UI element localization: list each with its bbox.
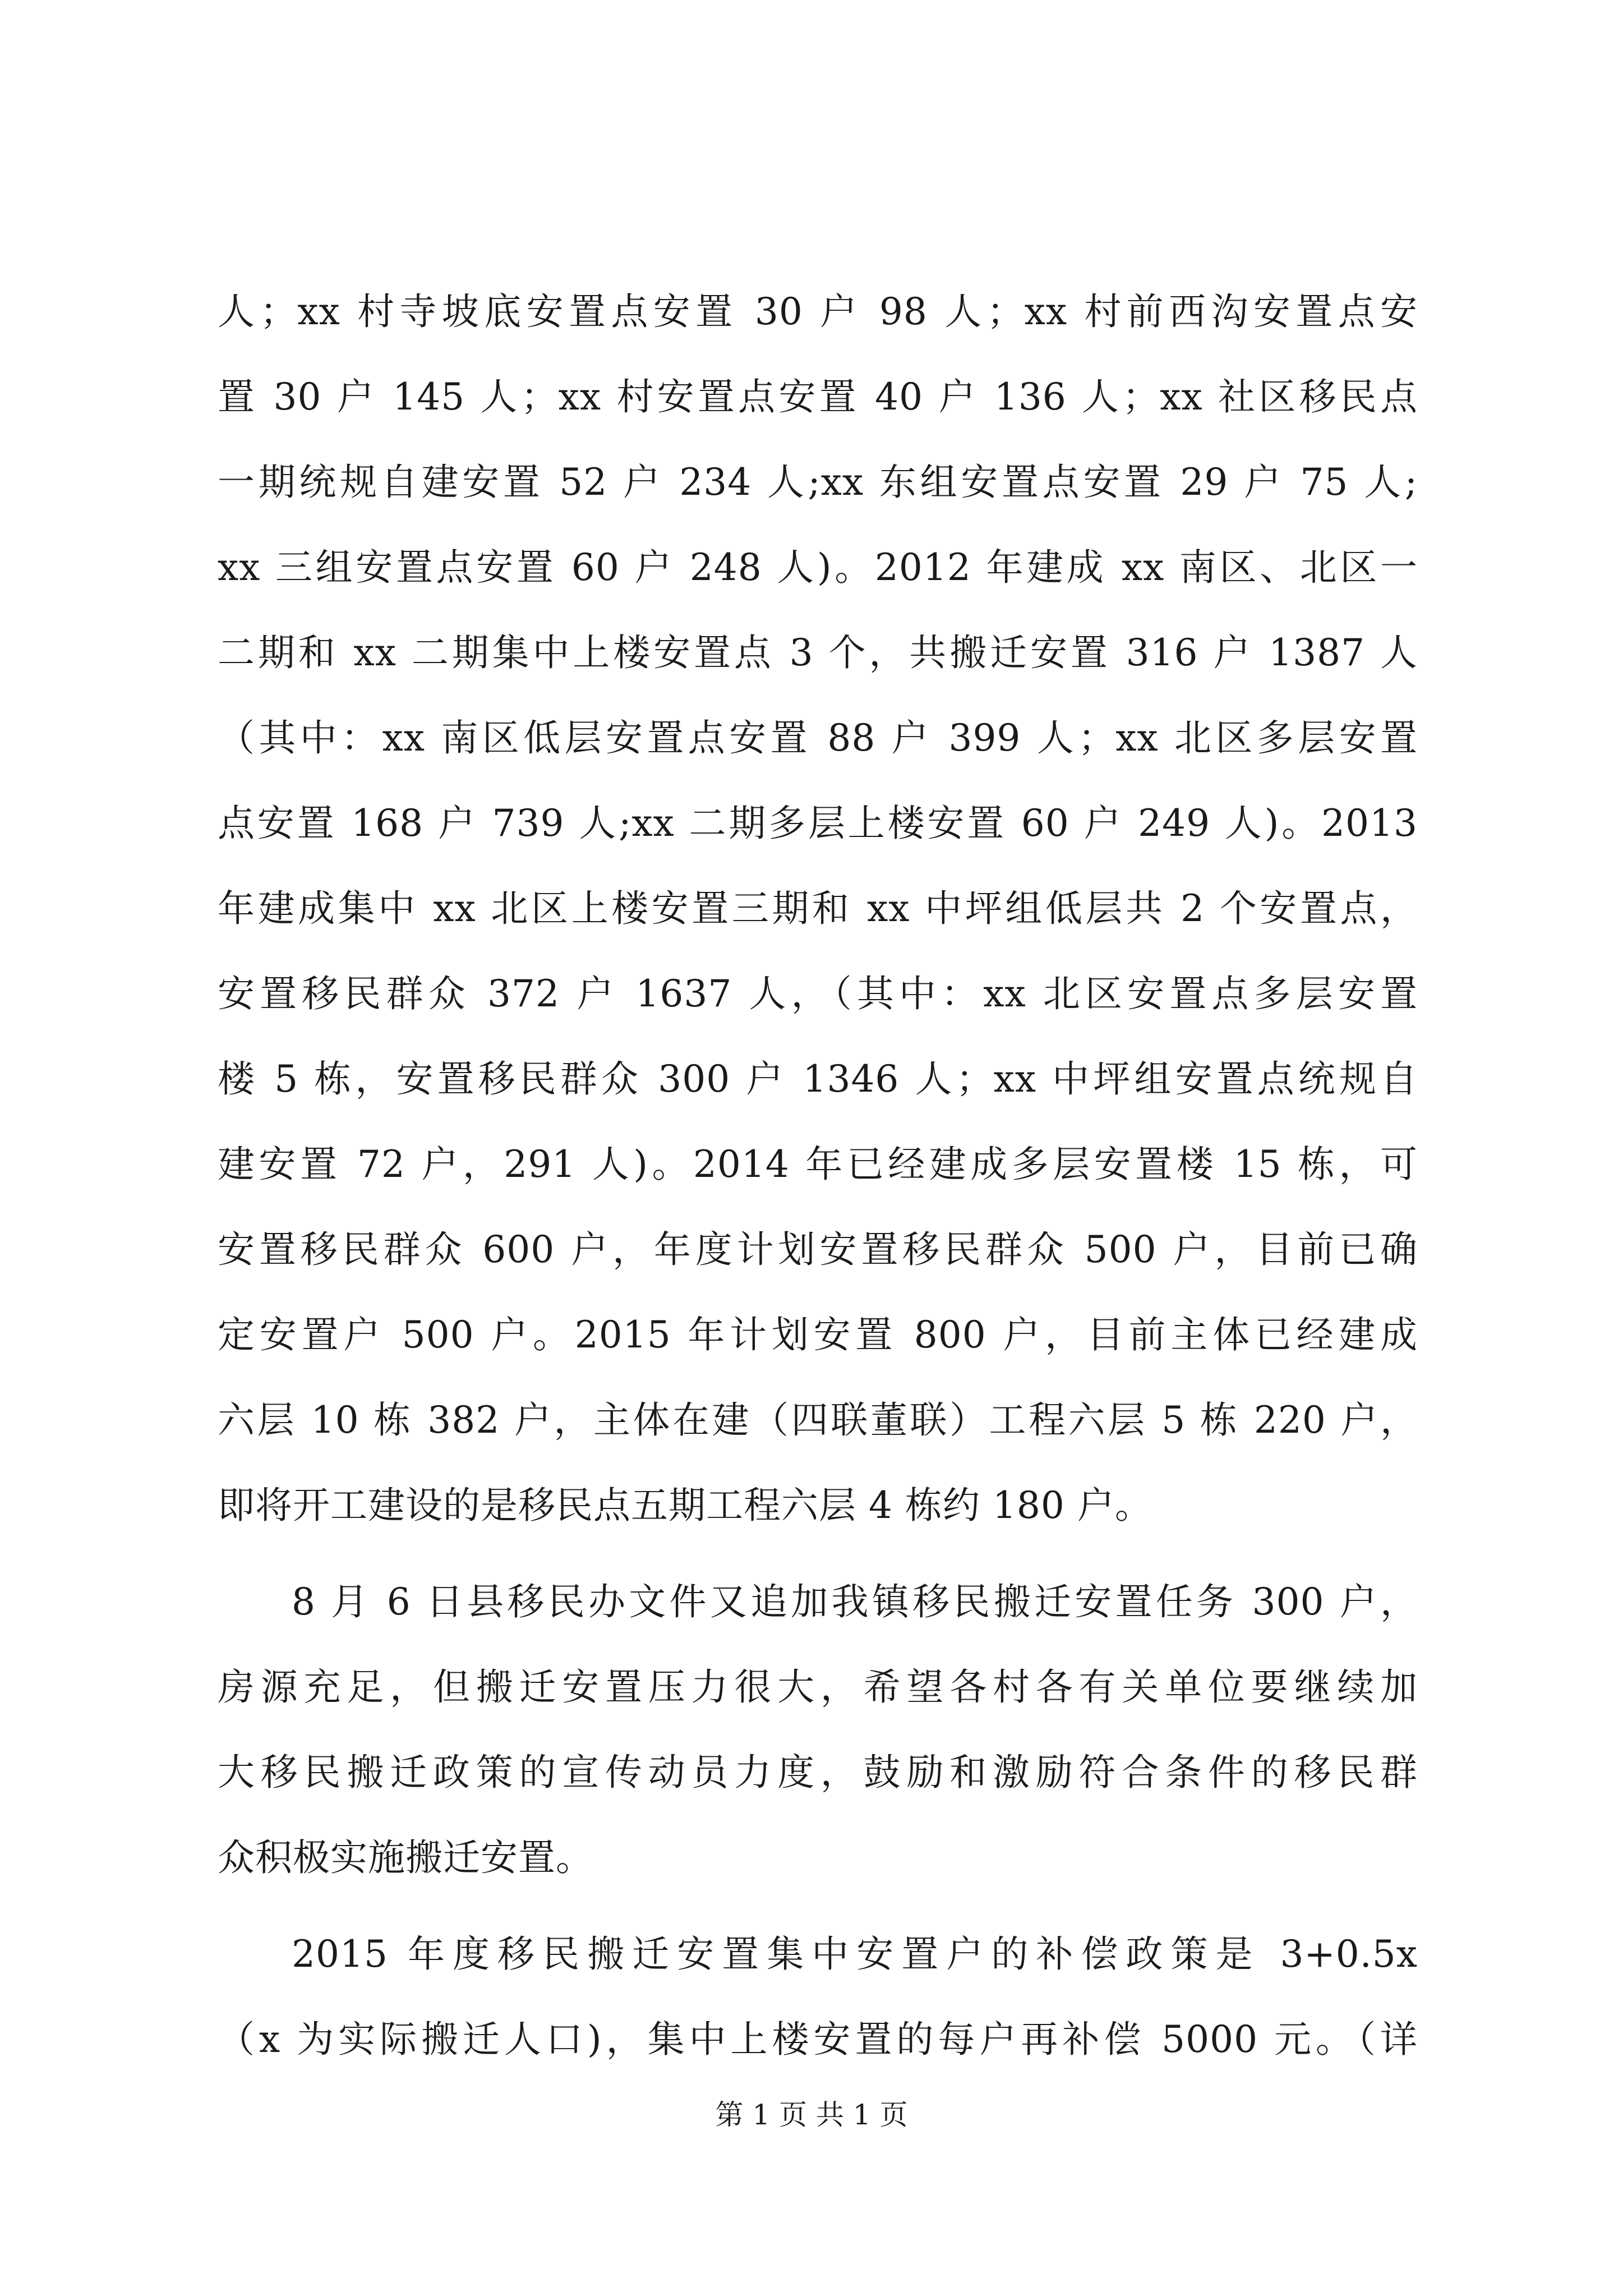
paragraph-1-line-6: （其中：xx 南区低层安置点安置 88 户 399 人；xx 北区多层安置 <box>218 716 1418 760</box>
paragraph-gap <box>218 1901 1418 1912</box>
paragraph-2-line-1: 8 月 6 日县移民办文件又追加我镇移民搬迁安置任务 300 户， <box>292 1580 1418 1623</box>
paragraph-1-line-2: 置 30 户 145 人；xx 村安置点安置 40 户 136 人；xx 社区移民点 <box>218 375 1418 418</box>
page-footer: 第 1 页 共 1 页 <box>715 2099 908 2131</box>
paragraph-2-line-4: 众积极实施搬迁安置。 <box>218 1836 593 1879</box>
paragraph-1-line-12: 安置移民群众 600 户，年度计划安置移民群众 500 户，目前已确 <box>218 1228 1418 1271</box>
paragraph-1-line-11: 建安置 72 户，291 人)。2014 年已经建成多层安置楼 15 栋，可 <box>218 1143 1418 1186</box>
paragraph-1-line-4: xx 三组安置点安置 60 户 248 人)。2012 年建成 xx 南区、北区一 <box>218 546 1418 589</box>
paragraph-1-line-9: 安置移民群众 372 户 1637 人，（其中：xx 北区安置点多层安置 <box>218 972 1418 1015</box>
document-body <box>218 269 1418 2082</box>
paragraph-gap <box>218 1548 1418 1559</box>
paragraph-1-line-3: 一期统规自建安置 52 户 234 人;xx 东组安置点安置 29 户 75 人; <box>218 461 1418 504</box>
paragraph-1-line-8: 年建成集中 xx 北区上楼安置三期和 xx 中坪组低层共 2 个安置点， <box>218 887 1418 930</box>
paragraph-1-line-13: 定安置户 500 户。2015 年计划安置 800 户，目前主体已经建成 <box>218 1313 1418 1356</box>
paragraph-1-line-10: 楼 5 栋，安置移民群众 300 户 1346 人；xx 中坪组安置点统规自 <box>218 1057 1418 1101</box>
paragraph-2-line-3: 大移民搬迁政策的宣传动员力度，鼓励和激励符合条件的移民群 <box>218 1751 1418 1794</box>
paragraph-1-line-15: 即将开工建设的是移民点五期工程六层 4 栋约 180 户。 <box>218 1484 1152 1527</box>
paragraph-3-line-2: （x 为实际搬迁人口)，集中上楼安置的每户再补偿 5000 元。（详 <box>218 2018 1418 2061</box>
paragraph-3-line-1: 2015 年度移民搬迁安置集中安置户的补偿政策是 3+0.5x <box>292 1932 1418 1976</box>
paragraph-1-line-7: 点安置 168 户 739 人;xx 二期多层上楼安置 60 户 249 人)。2013 <box>218 802 1418 845</box>
paragraph-1-line-5: 二期和 xx 二期集中上楼安置点 3 个，共搬迁安置 316 户 1387 人 <box>218 631 1418 674</box>
paragraph-1-line-1: 人；xx 村寺坡底安置点安置 30 户 98 人；xx 村前西沟安置点安 <box>218 290 1418 333</box>
paragraph-2-line-2: 房源充足，但搬迁安置压力很大，希望各村各有关单位要继续加 <box>218 1665 1418 1709</box>
paragraph-1-line-14: 六层 10 栋 382 户，主体在建（四联董联）工程六层 5 栋 220 户， <box>218 1398 1418 1442</box>
